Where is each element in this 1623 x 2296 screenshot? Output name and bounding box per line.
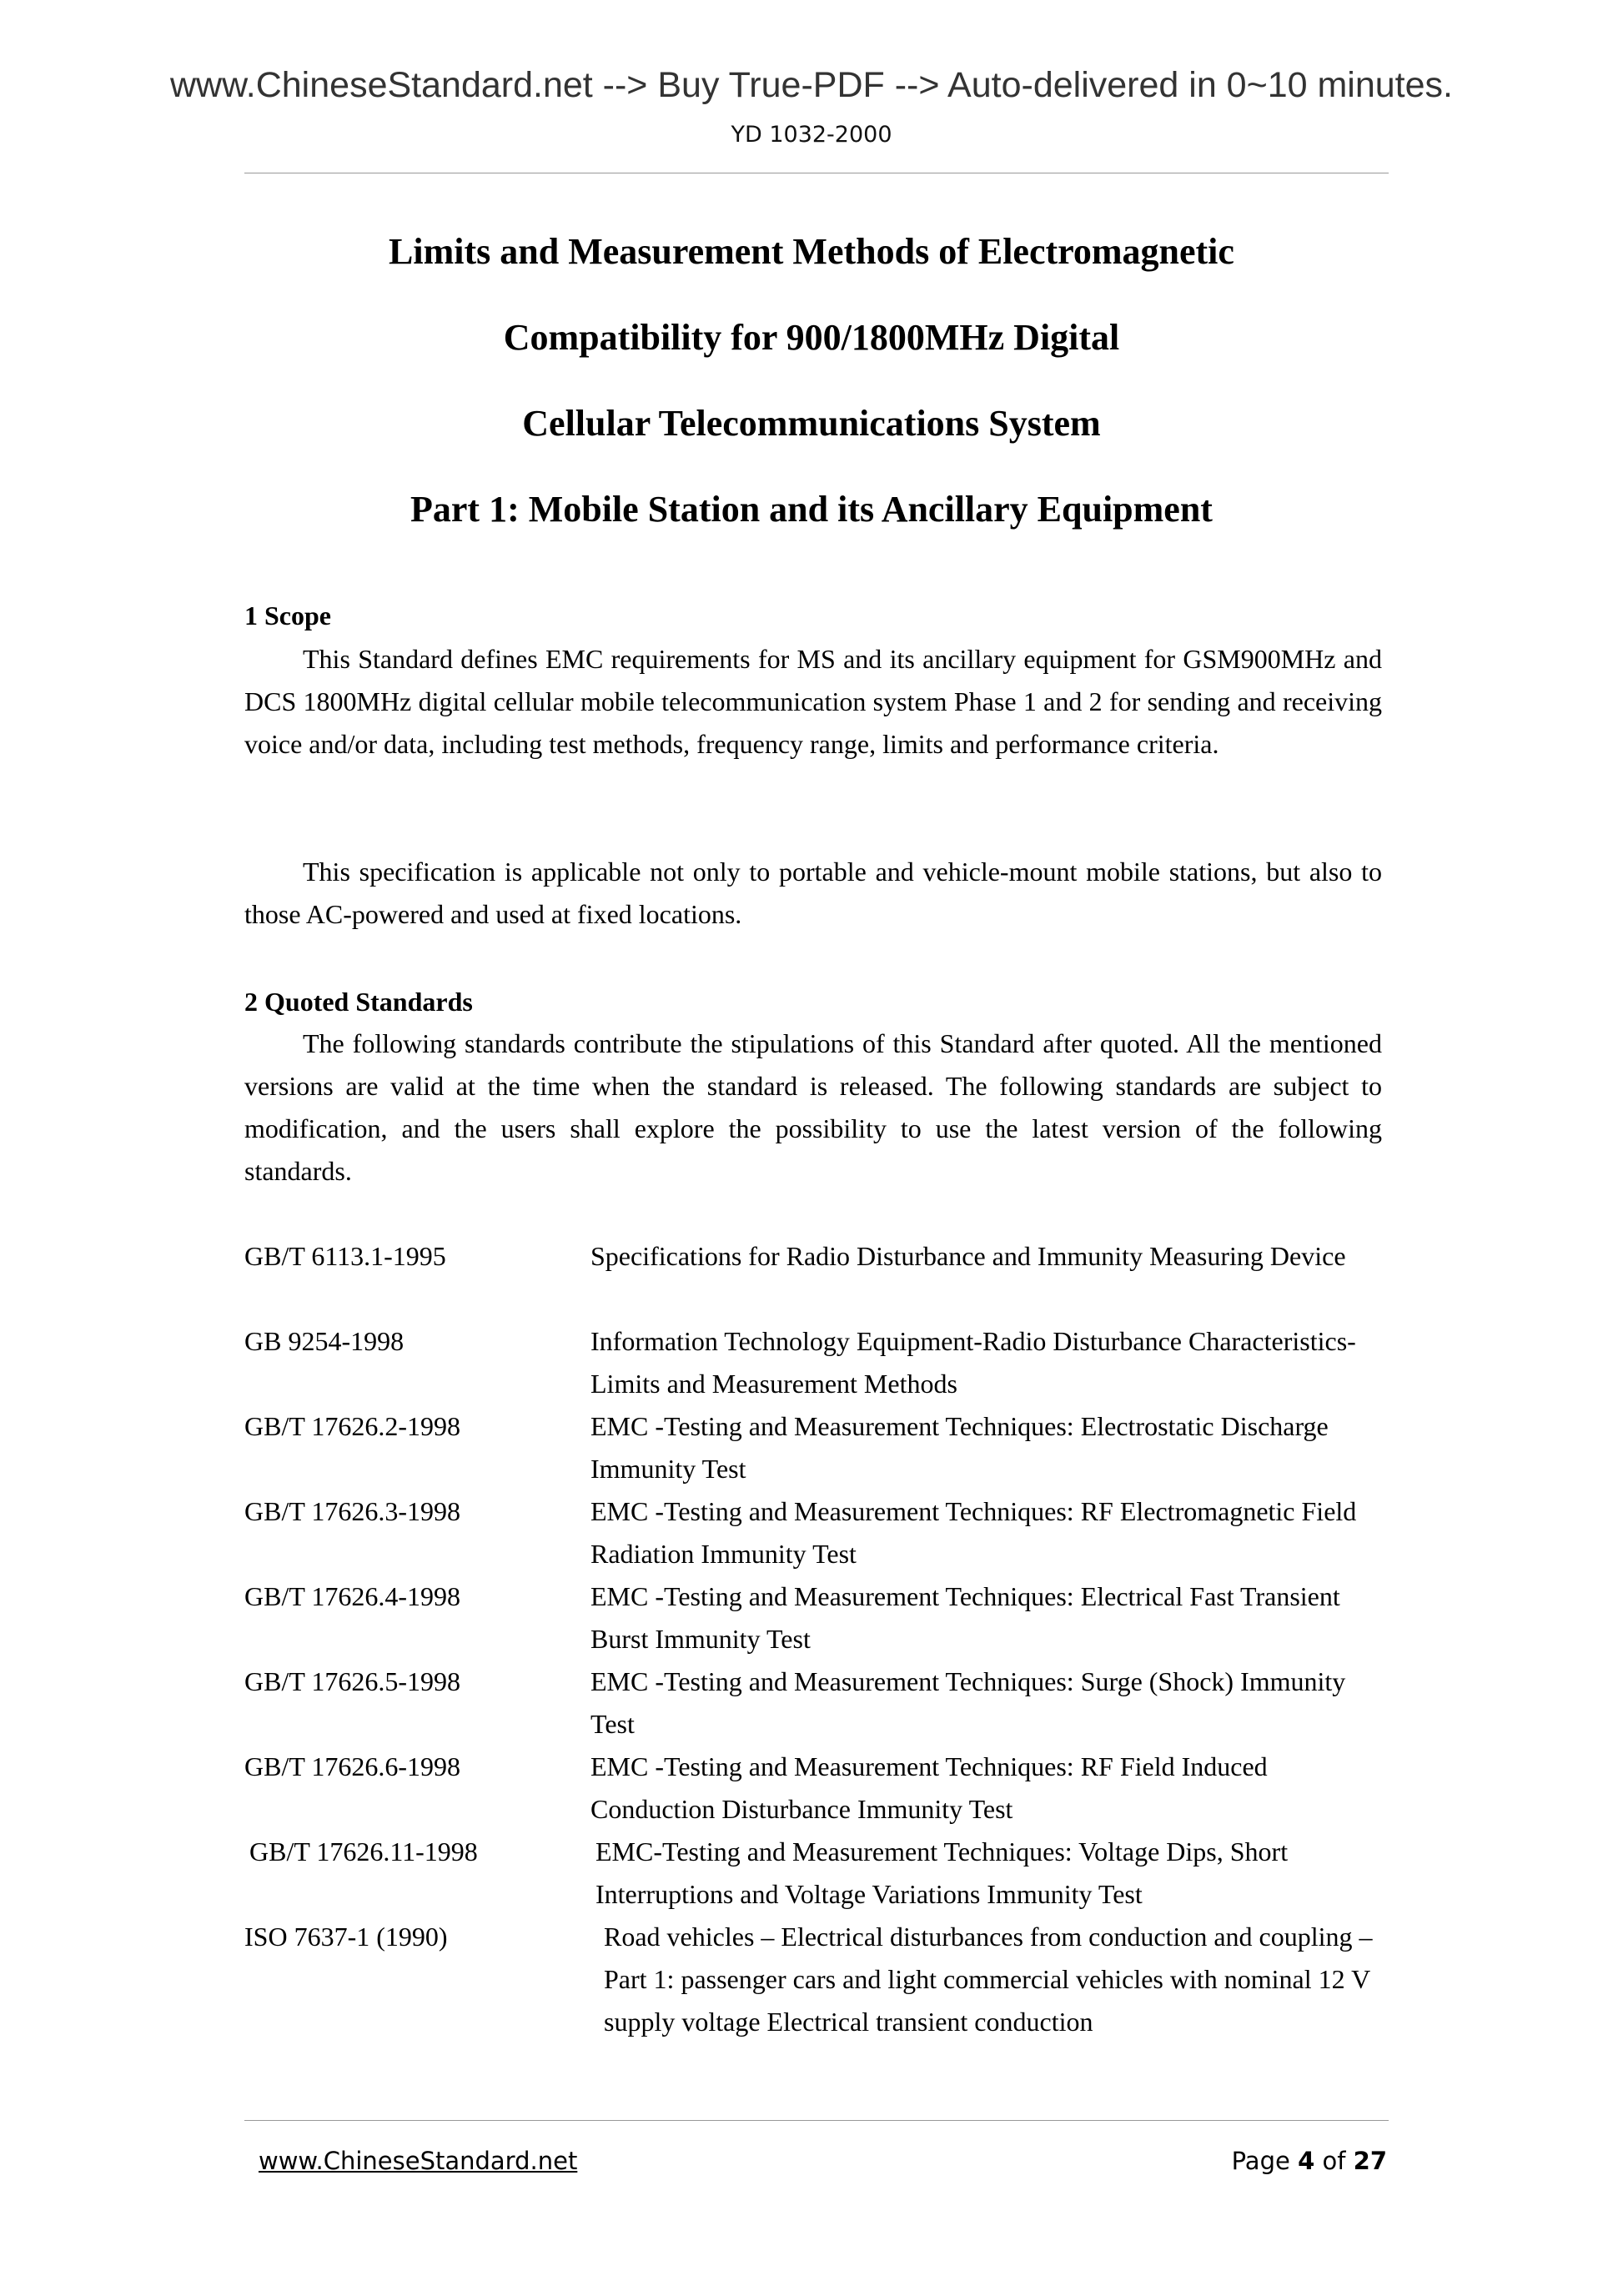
scope-paragraph-1: This Standard defines EMC requirements for MS and its ancillary equipment for GSM900MHz and DCS 1800MHz digital cellular mobile telecommunication system Phase 1 and 2 for sending and receiving voice and/or data, including test methods, frequency range, limits and performance criteria.: [244, 644, 1382, 759]
reference-code: GB/T 17626.4-1998: [244, 1581, 460, 1611]
reference-title: Road vehicles – Electrical disturbances from conduction and coupling – Part 1: passenger cars and light commercial vehicles with nominal 12 V supply voltage Electrical transient conduction: [604, 1922, 1373, 2037]
page-total: 27: [1353, 2147, 1387, 2175]
reference-title: EMC-Testing and Measurement Techniques: Voltage Dips, Short Interruptions and Voltage Variations Immunity Test: [595, 1836, 1289, 1909]
page-of: of: [1314, 2147, 1354, 2175]
reference-code: GB/T 17626.5-1998: [244, 1666, 460, 1696]
document-title-line-3: Cellular Telecommunications System: [522, 403, 1101, 444]
reference-title: Specifications for Radio Disturbance and Immunity Measuring Device: [590, 1241, 1346, 1271]
reference-code: GB/T 17626.2-1998: [244, 1411, 460, 1441]
section-heading-scope: 1 Scope: [244, 600, 331, 631]
reference-title: EMC -Testing and Measurement Techniques: RF Electromagnetic Field Radiation Immunity Test: [590, 1496, 1357, 1569]
reference-code: GB 9254-1998: [244, 1326, 404, 1356]
reference-code: GB/T 17626.11-1998: [249, 1836, 478, 1866]
doc-code: YD 1032-2000: [731, 122, 892, 148]
page-current: 4: [1298, 2147, 1315, 2175]
reference-code: GB/T 6113.1-1995: [244, 1241, 446, 1271]
document-title-line-2: Compatibility for 900/1800MHz Digital: [503, 317, 1120, 358]
reference-title: EMC -Testing and Measurement Techniques: RF Field Induced Conduction Disturbance Immunity Test: [590, 1751, 1268, 1824]
section-heading-quoted-standards: 2 Quoted Standards: [244, 987, 473, 1017]
reference-title: EMC -Testing and Measurement Techniques: Electrical Fast Transient Burst Immunity Test: [590, 1581, 1340, 1654]
reference-code: GB/T 17626.3-1998: [244, 1496, 460, 1526]
page-prefix: Page: [1231, 2147, 1299, 2175]
footer-website-link[interactable]: www.ChineseStandard.net: [259, 2147, 578, 2175]
top-banner[interactable]: www.ChineseStandard.net --> Buy True-PDF --> Auto-delivered in 0~10 minutes.: [169, 65, 1453, 105]
quoted-standards-paragraph: The following standards contribute the stipulations of this Standard after quoted. All the mentioned versions are valid at the time when the standard is released. The following standards are subject to modification, and the users shall explore the possibility to use the latest version of the following standards.: [244, 1028, 1382, 1186]
page-number: [1232, 2147, 1387, 2175]
document-title-line-1: Limits and Measurement Methods of Electromagnetic: [389, 231, 1234, 272]
reference-code: GB/T 17626.6-1998: [244, 1751, 460, 1781]
reference-title: Information Technology Equipment-Radio Disturbance Characteristics- Limits and Measurement Methods: [590, 1326, 1356, 1399]
reference-code: ISO 7637-1 (1990): [244, 1922, 448, 1952]
document-title-line-4: Part 1: Mobile Station and its Ancillary Equipment: [410, 489, 1213, 530]
footer-divider: [244, 2120, 1389, 2121]
reference-title: EMC -Testing and Measurement Techniques: Electrostatic Discharge Immunity Test: [590, 1411, 1329, 1484]
scope-paragraph-2: This specification is applicable not only to portable and vehicle-mount mobile stations, but also to those AC-powered and used at fixed locations.: [244, 857, 1382, 929]
reference-title: EMC -Testing and Measurement Techniques: Surge (Shock) Immunity Test: [590, 1666, 1346, 1739]
